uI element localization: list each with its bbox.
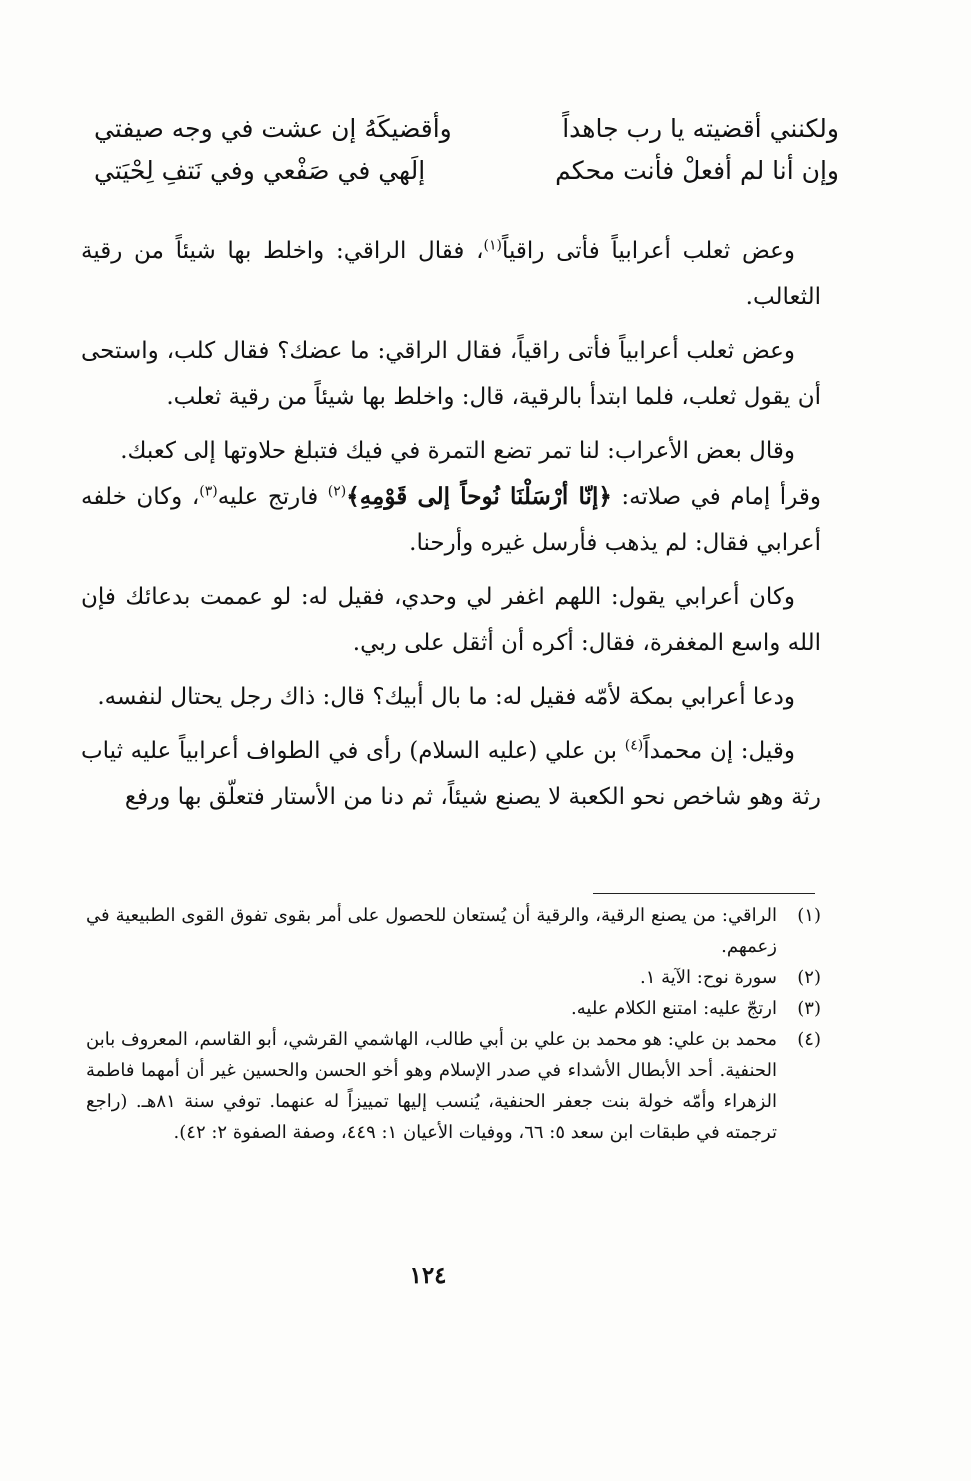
footnote-number: (١) [797,905,821,926]
footnote-text: ارتجّ عليه: امتنع الكلام عليه. [571,998,777,1019]
verse-hemistich-second: إلَهي في صَفْعي وفي نَتفِ لِحْيَتي [94,156,426,185]
verse-hemistich-second: وأقضيكَهُ إن عشت في وجه صيفتي [94,114,452,143]
paragraph: وقيل: إن محمداً$^{(٤)}$ بن علي (عليه السلام) رأى في الطواف أعرابياً عليه ثياب رثة وهو شاخص نحو الكعبة لا يصنع شيئاً، ثم دنا من الأستار فتعلّق بها ورفع [81,737,821,810]
paragraph: وقال بعض الأعراب: لنا تمر تضع التمرة في فيك فتبلغ حلاوتها إلى كعبك. وقرأ إمام في صلاته: ﴿إنّا أرْسَلْنَا نُوحاً إلى قَوْمِهِ﴾$^{(٢)}$ فارتج عليه$^{(٣)}$، وكان خلفه أعرابي فقال: لم يذهب فأرسل غيره وأرحنا. [81,438,821,556]
paragraph: وكان أعرابي يقول: اللهم اغفر لي وحدي، فقيل له: لو عممت بدعائك فإن الله واسع المغفرة، فقال: أكره أن أثقل على ربي. [81,584,821,656]
footnote-text: الراقي: من يصنع الرقية، والرقية أن يُستعان للحصول على أمر بقوى تفوق القوى الطبيعية في زعمهم. [86,905,777,957]
page-number: ١٢٤ [409,1262,447,1289]
footnote-ref: (٢) [327,483,347,500]
verse-hemistich-first: وإن أنا لم أفعلْ فأنت محكم [555,156,839,185]
footnotes [86,900,821,1148]
footnote-number: (٣) [797,998,821,1019]
footnote-text: محمد بن علي: هو محمد بن علي بن أبي طالب، الهاشمي القرشي، أبو القاسم، المعروف بابن الحنفية. أحد الأبطال الأشداء في صدر الإسلام وهو أخو الحسن والحسين غير أن أمهما فاطمة الزهراء وأمّه خولة بنت جعفر الحنفية، يُنسب إليها تمييزاً له عنهما. توفي سنة ٨١هـ. (راجع ترجمته في طبقات ابن سعد ٥: ٦٦، ووفيات الأعيان ١: ٤٤٩، وصفة الصفوة ٢: ٤٢). [86,1029,777,1143]
verse-hemistich-first: ولكنني أقضيته يا رب جاهداً [562,114,839,143]
footnote-text: سورة نوح: الآية ١. [640,967,777,988]
footnote-ref: (٣) [199,483,218,500]
footnote-ref: (١) [483,237,502,254]
paragraph: وعض ثعلب أعرابياً فأتى راقياً، فقال الراقي: ما عضك؟ فقال كلب، واستحى أن يقول ثعلب، فلما ابتدأ بالرقية، قال: واخلط بها شيئاً من رقية ثعلب. [81,338,821,410]
paragraph: وعض ثعلب أعرابياً فأتى راقياً$^{(١)}$، فقال الراقي: واخلط بها شيئاً من رقية الثعالب. [81,237,821,310]
verse-line [94,150,839,192]
footnote-number: (٢) [797,967,821,988]
footnote-number: (٤) [797,1029,821,1050]
footnote-ref: (٤) [624,737,644,754]
paragraph: ودعا أعرابي بمكة لأمّه فقيل له: ما بال أبيك؟ قال: ذاك رجل يحتال لنفسه. [97,684,795,710]
footnote [86,900,821,962]
footnote [86,962,821,993]
main-text [81,228,821,828]
footnote-divider [593,893,815,894]
footnote [86,1024,821,1148]
footnote [86,993,821,1024]
poem-verses [94,108,839,192]
quran-quote: ﴿إنّا أرْسَلْنَا نُوحاً إلى قَوْمِهِ﴾ [346,483,612,510]
verse-line [94,108,839,150]
